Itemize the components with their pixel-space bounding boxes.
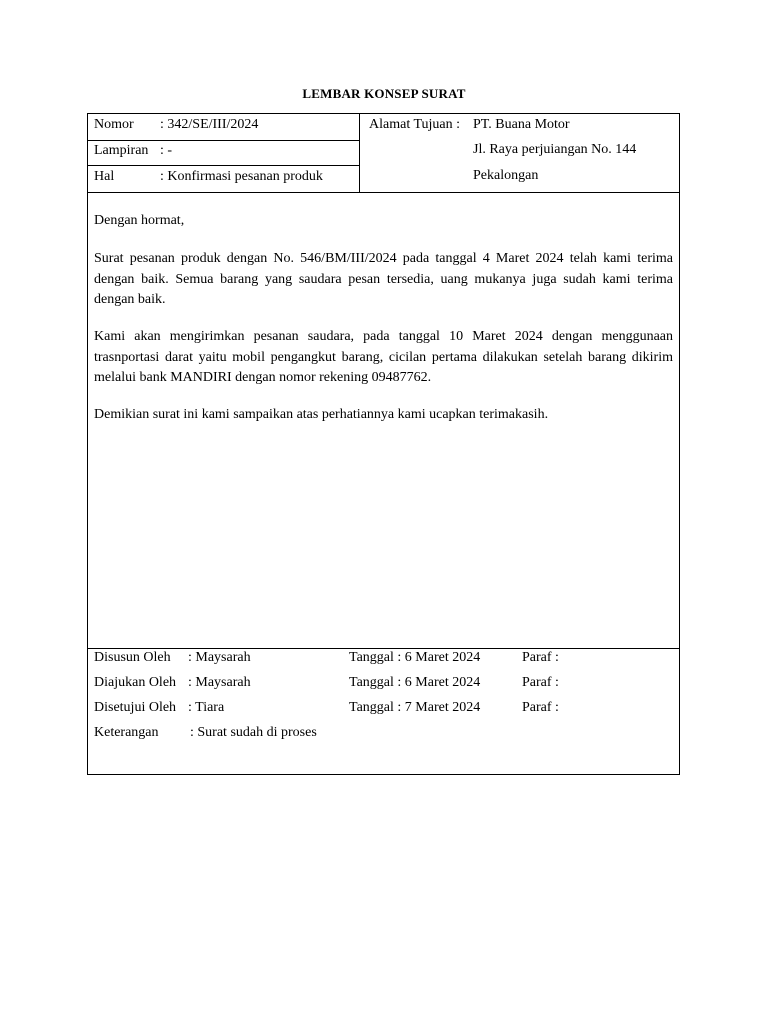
footer-row-value: : Maysarah	[188, 650, 251, 665]
footer-row-paraf: Paraf :	[522, 650, 559, 665]
hal-label: Hal	[94, 169, 115, 184]
alamat-line-1: PT. Buana Motor	[473, 117, 570, 132]
greeting: Dengan hormat,	[94, 213, 185, 228]
document-title: LEMBAR KONSEP SURAT	[302, 86, 466, 101]
header-row-divider-2	[88, 165, 359, 166]
keterangan-value: : Surat sudah di proses	[190, 725, 317, 740]
letter-frame	[87, 113, 680, 775]
alamat-label: Alamat Tujuan :	[369, 117, 461, 132]
footer-row-paraf: Paraf :	[522, 675, 559, 690]
header-column-divider	[359, 114, 360, 192]
alamat-line-3: Pekalongan	[473, 168, 539, 183]
header-bottom-divider	[88, 192, 679, 193]
footer-row-label: Disusun Oleh	[94, 650, 171, 665]
nomor-value: : 342/SE/III/2024	[160, 117, 259, 132]
footer-row-tanggal: Tanggal : 7 Maret 2024	[349, 700, 481, 715]
footer-row-value: : Tiara	[188, 700, 225, 715]
alamat-line-2: Jl. Raya perjuiangan No. 144	[473, 142, 637, 157]
header-row-divider-1	[88, 140, 359, 141]
body-paragraph-1: Surat pesanan produk dengan No. 546/BM/III/2024 pada tanggal 4 Maret 2024 telah kami terima dengan baik. Semua barang yang saudara pesan tersedia, uang mukanya juga sudah kami terima dengan baik.	[94, 251, 673, 307]
nomor-label: Nomor	[94, 117, 134, 132]
footer-row-value: : Maysarah	[188, 675, 251, 690]
footer-row-tanggal: Tanggal : 6 Maret 2024	[349, 650, 481, 665]
lampiran-value: : -	[160, 143, 173, 158]
footer-row-tanggal: Tanggal : 6 Maret 2024	[349, 675, 481, 690]
keterangan-label: Keterangan	[94, 725, 159, 740]
hal-value: : Konfirmasi pesanan produk	[160, 169, 323, 184]
footer-row-paraf: Paraf :	[522, 700, 559, 715]
closing-paragraph: Demikian surat ini kami sampaikan atas perhatiannya kami ucapkan terimakasih.	[94, 407, 549, 422]
footer-row-label: Diajukan Oleh	[94, 675, 177, 690]
lampiran-label: Lampiran	[94, 143, 149, 158]
body-paragraph-2: Kami akan mengirimkan pesanan saudara, pada tanggal 10 Maret 2024 dengan menggunaan trasnportasi darat yaitu mobil pengangkut barang, cicilan pertama dilakukan setelah barang dikirim melalui bank MANDIRI dengan nomor rekening 09487762.	[94, 329, 673, 385]
footer-row-label: Disetujui Oleh	[94, 700, 177, 715]
